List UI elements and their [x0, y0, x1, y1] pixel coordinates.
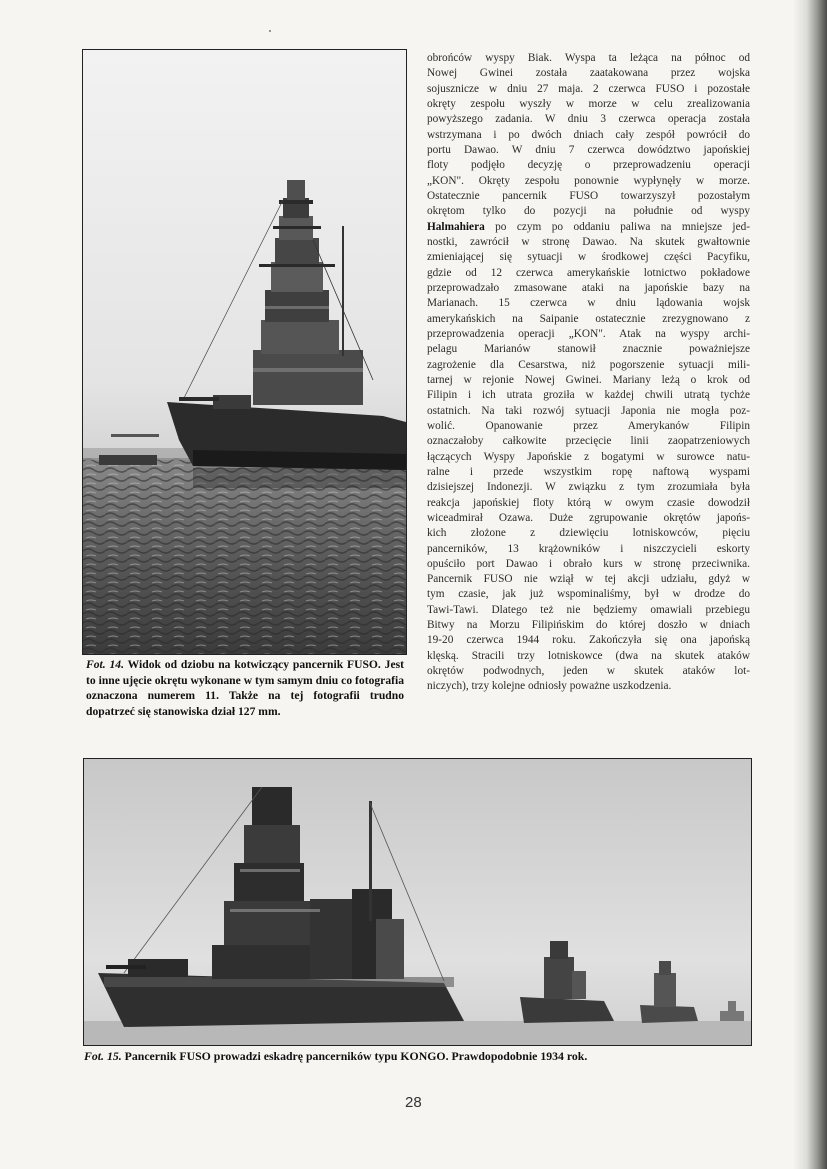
body-line: powyższego zadania. W dniu 3 czerwca operacja została: [427, 113, 750, 126]
body-line: okrętom tylko do pozycji na południe od wyspy: [427, 205, 750, 218]
photo-label: Fot. 14.: [86, 658, 124, 671]
body-line: obrońców wyspy Biak. Wyspa ta leżąca na północ od: [427, 52, 750, 64]
body-line: Ostatecznie pancernik FUSO towarzyszył pozostałym: [427, 189, 750, 202]
body-line: nostki, zawrócił w stronę Dawao. Na skutek gwałtownie: [427, 235, 750, 248]
body-line: Pancernik FUSO nie wziął w tej akcji udziału, gdyż w: [427, 573, 750, 586]
body-line: oznaczałoby całkowite przecięcie linii zaopatrzeniowych: [427, 435, 750, 448]
body-line: ostatnich. Na taki rozwój sytuacji Japonia nie mogła poz-: [427, 404, 750, 417]
print-speck: [269, 30, 271, 32]
body-line: sojusznicze w dniu 27 maja. 2 czerwca FUSO i pozostałe: [427, 82, 750, 95]
body-line: łączących Wyspy Japońskie z bogatymi w surowce natu-: [427, 450, 750, 463]
photo-caption-14: [86, 657, 404, 719]
photo-fot-14: [82, 49, 407, 655]
page-number: 28: [405, 1094, 422, 1111]
body-line: ralne i przede wszystkim ropę naftową wyspami: [427, 465, 750, 478]
photo-fot-15: [83, 758, 752, 1046]
body-line: Nowej Gwinei została zaatakowana przez wojska: [427, 67, 750, 80]
article-body: [427, 51, 750, 695]
body-line: przeprowadzało zmasowane ataki na japońskie bazy na: [427, 281, 750, 294]
body-line: okręty zespołu wyszły w morze w celu zrealizowania: [427, 97, 750, 110]
photo-caption-15: [84, 1049, 724, 1065]
body-line: floty podjęło decyzję o przeprowadzeniu operacji: [427, 159, 750, 172]
body-line: pelagu Marianów stanowił znacznie poważniejsze: [427, 343, 750, 356]
caption-text: Pancernik FUSO prowadzi eskadrę pancerników typu KONGO. Prawdopodobnie 1934 rok.: [124, 1049, 588, 1063]
body-line: okrętów podwodnych, jeden w skutek ataków lot-: [427, 665, 750, 678]
body-line: Tawi-Tawi. Dlatego też nie będziemy omawiali przebiegu: [427, 603, 750, 616]
body-line: gdzie od 12 czerwca amerykańskie lotnictwo pokładowe: [427, 266, 750, 279]
body-line: zmieniającej się sytuacji w środkowej części Pacyfiku,: [427, 251, 750, 264]
body-line: Bitwy na Morzu Filipińskim do której doszło w dniach: [427, 619, 750, 632]
battleship-bow-view-image: [83, 50, 406, 654]
body-line: wiceadmirał Ozawa. Duże zgrupowanie okrętów japońs-: [427, 511, 750, 524]
body-line: dzisiejszej Indonezji. W związku z tym zrozumiała była: [427, 481, 750, 494]
body-line: pancerników, 13 krążowników i niszczycieli eskorty: [427, 542, 750, 555]
body-line: przeprowadzenia operacji „KON". Atak na wyspy archi-: [427, 327, 750, 340]
body-line: opuściło port Dawao i obrało kurs w stronę przeciwnika.: [427, 557, 750, 570]
body-line: klęską. Stracili trzy lotniskowce (dwa na skutek ataków: [427, 649, 750, 662]
body-line: tarnej w rejonie Nowej Gwinei. Mariany leżą o krok od: [427, 373, 750, 386]
body-line: portu Dawao. W dniu 7 czerwca dowództwo japońskiej: [427, 143, 750, 156]
body-line: Halmahiera po czym po oddaniu paliwa na mniejsze jed-: [427, 220, 750, 233]
body-line: wstrzymana i po dwóch dniach cały zespół powrócił do: [427, 128, 750, 141]
body-line: Filipin i ich utrata groziła w każdej chwili utratą tychże: [427, 389, 750, 402]
caption-text: Widok od dziobu na kotwiczący pancernik FUSO. Jest to inne ujęcie okrętu wykonane w tym samym dniu co fotografia oznaczona numerem 11. Także na tej fotografii trudno dopatrzeć się stanowiska dział 127 mm.: [86, 658, 404, 718]
body-line: Marianach. 15 czerwca w dniu lądowania wojsk: [427, 297, 750, 310]
body-line: reakcja japońskiej floty którą w owym czasie dowodził: [427, 496, 750, 509]
photo-label: Fot. 15.: [84, 1049, 122, 1063]
body-line: 19-20 czerwca 1944 roku. Zakończyła się ona japońską: [427, 634, 750, 647]
body-line: kich złożone z dziewięciu lotniskowców, pięciu: [427, 527, 750, 540]
body-line: „KON". Okręty zespołu ponownie wypłynęły w morze.: [427, 174, 750, 187]
body-line: zagrożenie dla Cesarstwa, niż pogorszenie sytuacji mili-: [427, 358, 750, 371]
battleship-squadron-image: [84, 759, 751, 1045]
body-line: niczych), trzy kolejne odniosły poważne uszkodzenia.: [427, 680, 672, 693]
body-line: amerykańskich na Saipanie ostatecznie zrezygnowano z: [427, 312, 750, 325]
body-line: wolić. Opanowanie przez Amerykanów Filipin: [427, 419, 750, 432]
page-edge-shadow: [793, 0, 827, 1169]
body-line: tym czasie, jak już wspominaliśmy, był w drodze do: [427, 588, 750, 601]
